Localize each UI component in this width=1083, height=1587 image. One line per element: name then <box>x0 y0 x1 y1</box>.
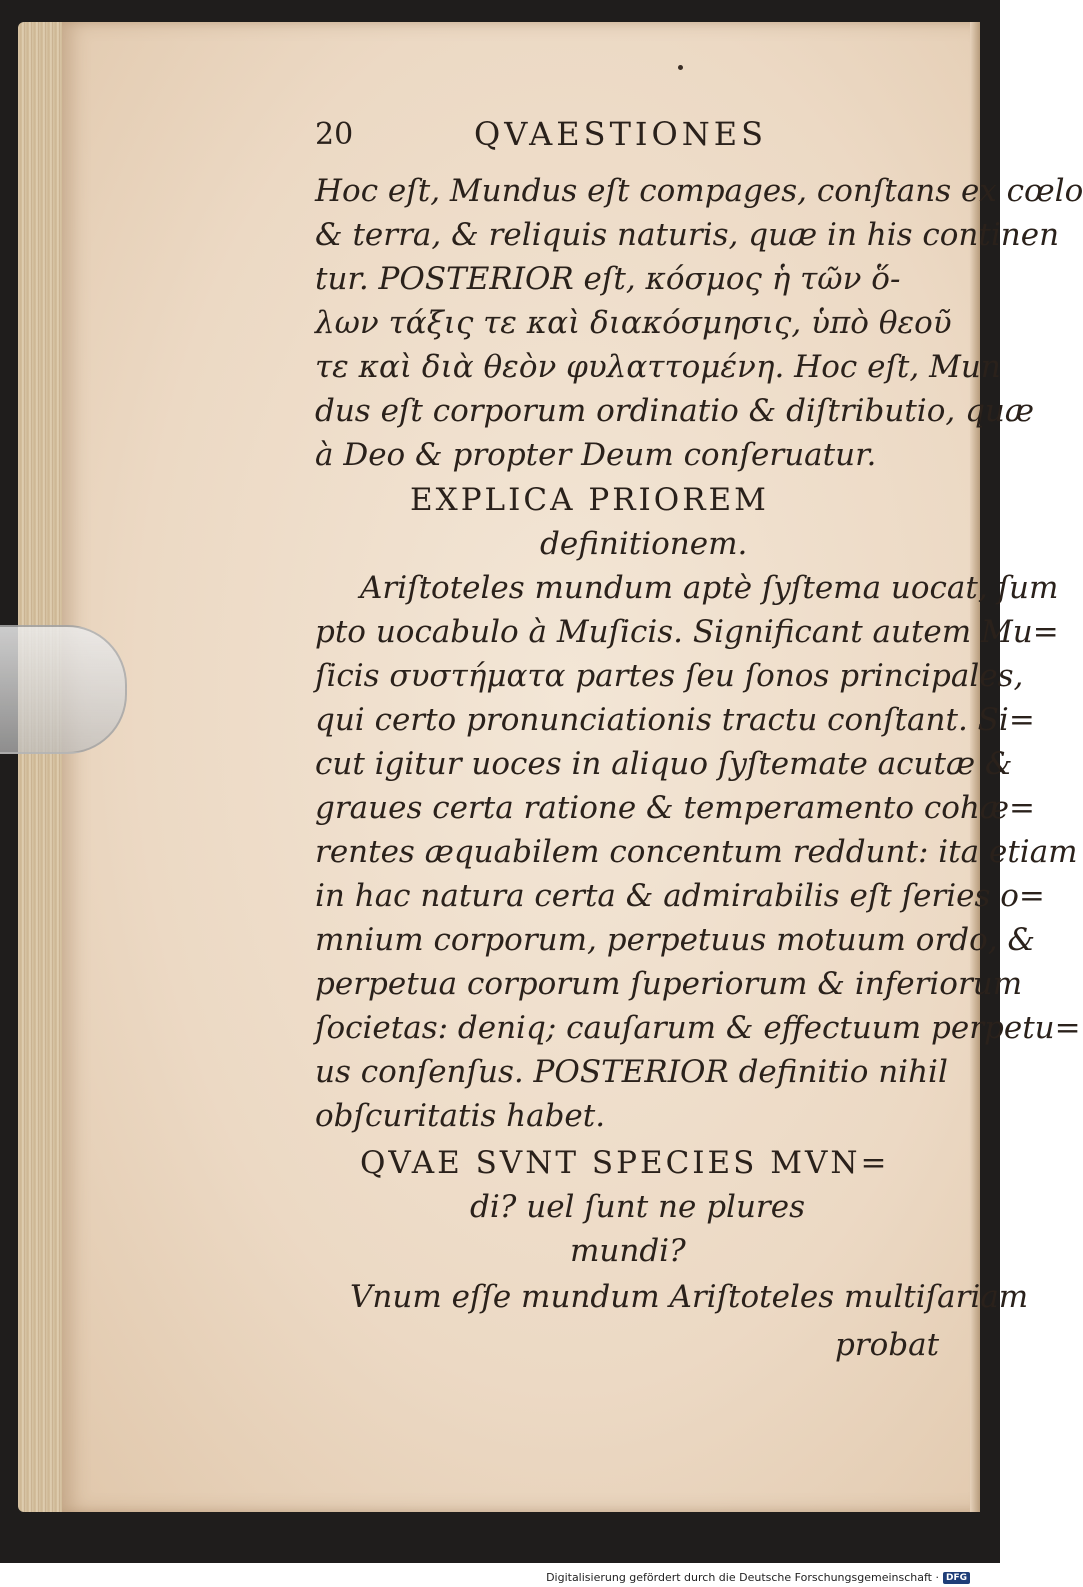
text-line: cut igitur uoces in aliquo ſyſtemate acutæ & <box>315 746 1013 782</box>
text-line: qui certo pronunciationis tractu conſtant. Si= <box>315 702 1035 738</box>
credit-text: Digitalisierung gefördert durch die Deutsche Forschungsgemeinschaft · <box>546 1571 939 1584</box>
paragraph-first-line: Vnum eſſe mundum Ariſtoteles multiſariam <box>350 1279 1029 1315</box>
section-heading-sub: di? uel ſunt ne plures <box>470 1189 805 1225</box>
text-line: ſicis συστήματα partes ſeu ſonos principales, <box>315 658 1024 694</box>
paragraph-first-line: Ariſtoteles mundum aptè ſyſtema uocat, ſum <box>360 570 1059 606</box>
text-line: ſocietas: deniq; cauſarum & effectuum perpetu= <box>315 1010 1081 1046</box>
dfg-logo: DFG <box>943 1572 970 1584</box>
page-number: 20 <box>315 117 354 152</box>
text-line-greek: λων τάξις τε καὶ διακόσμησις, ὑπὸ θεοῦ <box>315 305 952 341</box>
text-line: obſcuritatis habet. <box>315 1098 606 1134</box>
text-line: & terra, & reliquis naturis, quæ in his continen <box>315 217 1060 253</box>
digitization-credit <box>546 1571 970 1584</box>
text-line: graues certa ratione & temperamento cohæ= <box>315 790 1035 826</box>
text-line: tur. POSTERIOR eſt, κόσμος ἡ τῶν ὅ- <box>315 261 901 297</box>
page-text <box>62 22 1083 1512</box>
section-heading: QVAE SVNT SPECIES MVN= <box>360 1145 890 1181</box>
text-line: mnium corporum, perpetuus motuum ordo, & <box>315 922 1036 958</box>
section-heading: EXPLICA PRIOREM <box>410 482 769 518</box>
text-line: pto uocabulo à Muſicis. Significant autem Mu= <box>315 614 1059 650</box>
text-line: perpetua corporum ſuperiorum & inferiorum <box>315 966 1023 1002</box>
ink-dot <box>678 65 683 70</box>
section-heading-sub: mundi? <box>570 1233 686 1269</box>
text-line: us conſenſus. POSTERIOR definitio nihil <box>315 1054 948 1090</box>
text-line: in hac natura certa & admirabilis eſt ſeries o= <box>315 878 1045 914</box>
text-line: à Deo & propter Deum conſeruatur. <box>315 437 877 473</box>
section-heading-sub: definitionem. <box>540 526 748 562</box>
catchword: probat <box>835 1327 940 1363</box>
text-line: Hoc eſt, Mundus eſt compages, conſtans ex cœlo <box>315 173 1083 209</box>
text-line: dus eſt corporum ordinatio & diſtributio, quæ <box>315 393 1035 429</box>
text-line-greek: τε καὶ διὰ θεὸν φυλαττομένη. Hoc eſt, Mun <box>315 349 1001 385</box>
book-page <box>62 22 1083 1512</box>
page-clip <box>0 625 127 754</box>
text-line: rentes æquabilem concentum reddunt: ita etiam <box>315 834 1078 870</box>
running-head: QVAESTIONES <box>474 115 768 153</box>
